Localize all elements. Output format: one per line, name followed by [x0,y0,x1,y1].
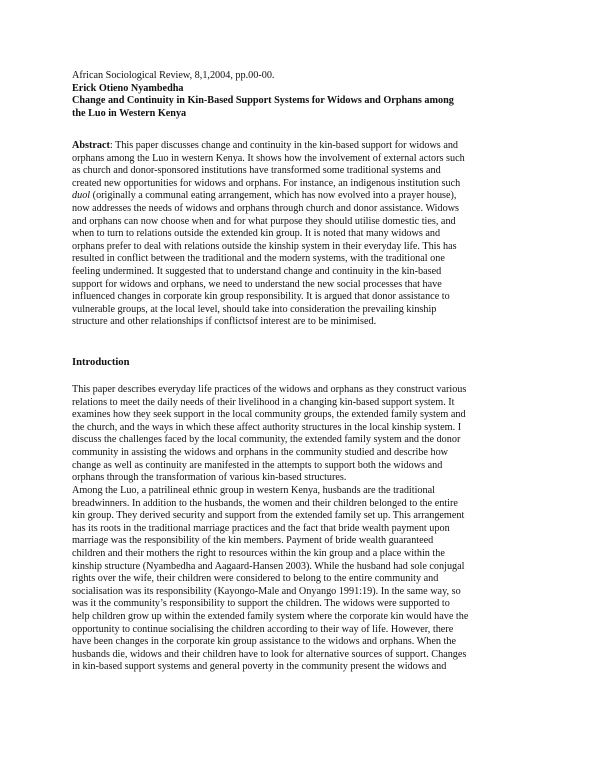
abstract-line: created new opportunities for widows and orphans. For instance, an indigenous institution such [72,177,461,189]
body-line: orphans through the transformation of various kin-based structures. [72,472,347,484]
abstract-label: Abstract [72,140,110,151]
abstract-line: vulnerable groups, at the local level, should take into consideration the prevailing kinship [72,303,437,315]
body-line: kin group. They derived security and support from the extended family set up. This arrangement [72,510,465,522]
author-name: Erick Otieno Nyambedha [72,82,184,94]
abstract-line: as church and donor-sponsored institutions have transformed some traditional systems and [72,165,441,177]
body-line: change as well as continuity are manifested in the attempts to support both the widows and [72,459,443,471]
intro-paragraph-2 [72,485,528,674]
abstract-line: now addresses the needs of widows and orphans through church and donor assistance. Widows [72,202,460,214]
article-title-line-1: Change and Continuity in Kin-Based Support Systems for Widows and Orphans among [72,95,454,107]
body-line: rights over the wife, their children were considered to belong to the entire community and [72,573,439,585]
body-line: in kin-based support systems and general poverty in the community present the widows and [72,661,447,673]
article-header [72,70,528,120]
abstract-line: feeling undermined. It suggested that to understand change and continuity in the kin-based [72,265,442,277]
body-line: examines how they seek support in the local community groups, the extended family system and [72,409,466,421]
body-line: opportunity to continue socialising the children according to their way of life. However, there [72,623,454,635]
body-line: discuss the challenges faced by the local community, the extended family system and the donor [72,434,461,446]
body-line: children and their mothers the right to resources within the kin group and a place within the [72,547,445,559]
body-line: socialisation was its responsibility (Kayongo-Male and Onyango 1991:19). In the same way, so [72,585,461,597]
abstract-line: influenced changes in corporate kin group responsibility. It is argued that donor assistance to [72,291,450,303]
intro-paragraph-1 [72,384,528,485]
introduction-heading: Introduction [72,357,130,368]
article-title-line-2: the Luo in Western Kenya [72,107,187,119]
abstract-line: resulted in conflict between the traditional and the modern systems, with the traditional one [72,253,445,265]
duol-term: duol [72,190,91,202]
abstract-line: and orphans can now choose when and for what purpose they should utilise domestic ties, and [72,215,456,227]
body-line: This paper describes everyday life practices of the widows and orphans as they construct various [72,384,467,395]
body-line: relations to meet the daily needs of their livelihood in a changing kin-based support system. It [72,396,455,408]
body-line: the church, and the ways in which these affect authority structures in the local kinship system. I [72,421,462,433]
abstract [72,140,528,329]
body-line: kinship structure (Nyambedha and Aagaard-Hansen 2003). While the husband had sole conjugal [72,560,465,572]
body-line: help children grow up within the extended family system where the corporate kin would have the [72,610,469,622]
abstract-line: support for widows and orphans, we need to understand the new social processes that have [72,278,442,290]
body-line: was it the community’s responsibility to support the children. The widows were supported to [72,598,450,610]
abstract-line: orphans among the Luo in western Kenya. It shows how the involvement of external actors such [72,152,465,164]
abstract-line: structure and other relationships if conflictsof interest are to be minimised. [72,316,377,328]
body-line: has its roots in the traditional marriage practices and the fact that bride wealth payment upon [72,522,450,534]
abstract-line: when to turn to relations outside the extended kin group. It is noted that many widows and [72,228,441,240]
abstract-line: orphans prefer to deal with relations outside the kinship system in their everyday life. This has [72,240,457,252]
body-line: Among the Luo, a patrilineal ethnic group in western Kenya, husbands are the traditional [72,485,435,496]
abstract-line: duol (originally a communal eating arrangement, which has now evolved into a prayer house), [72,190,457,202]
body-line: marriage was the responsibility of the kin members. Payment of bride wealth guaranteed [72,535,434,547]
body-line: have been changes in the corporate kin group assistance to the widows and orphans. When the [72,636,456,648]
abstract-line: Abstract: This paper discusses change and continuity in the kin-based support for widows and [72,140,459,151]
body-line: community in assisting the widows and orphans in the community studied and describe how [72,446,449,458]
body-line: husbands die, widows and their children have to look for alternative sources of support. Changes [72,648,467,660]
citation: African Sociological Review, 8,1,2004, pp.00-00. [72,70,275,81]
body-line: breadwinners. In addition to the husbands, the women and their children belonged to the entire [72,497,458,509]
